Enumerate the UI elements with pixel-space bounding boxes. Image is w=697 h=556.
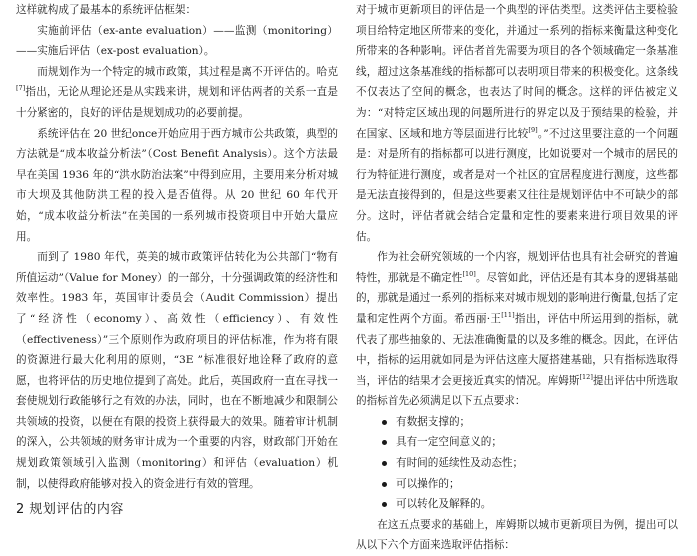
list-item: 具有一定空间意义的； (382, 432, 678, 453)
bullet-icon (382, 502, 387, 507)
criteria-list (356, 412, 678, 515)
bullet-icon (382, 440, 387, 445)
paragraph: 而规划作为一个特定的城市政策，其过程是离不开评估的。哈克[7]指出，无论从理论还是从实践来讲，规划和评估两者的关系一直是十分紧密的，良好的评估是规划成功的必要前提。 (16, 65, 338, 119)
paragraph: 实施前评估（ex-ante evaluation）——监测（monitoring）——实施后评估（ex-post evaluation）。 (16, 24, 338, 58)
left-column (16, 0, 338, 521)
citation-ref[interactable]: [12] (579, 372, 593, 381)
bullet-icon (382, 461, 387, 466)
paragraph: 对于城市更新项目的评估是一个典型的评估类型。这类评估主要检验项目给特定地区所带来的变化，并通过一系列的指标来衡量这种变化所带来的各种影响。评估者首先需要为项目的各个领域确定一条基准线，超过这条基准线的指标都可以表明项目带来的积极变化。这条线不仅表达了空间的概念，也表达了时间的概念。这样的评估被定义为：“对特定区域出现的问题所进行的界定以及于预结果的检验，并在国家、区域和地方等层面进行比较[9]。”不过这里要注意的一个问题是：对是所有的指标都可以进行测度，比如说要对一个城市的居民的行为特征进行测度，或者是对一个社区的宜居程度进行测度，这些都是无法直接得到的，但是这些要素又往往是规划评估中不可缺少的部分。这时，评估者就会结合定量和定性的要素来进行项目效果的评估。 (356, 4, 678, 243)
citation-ref[interactable]: [10] (462, 269, 476, 278)
bullet-icon (382, 420, 387, 425)
bullet-icon (382, 482, 387, 487)
list-item: 可以转化及解释的。 (382, 494, 678, 515)
list-item: 有数据支撑的； (382, 412, 678, 433)
paragraph: 而到了 1980 年代，英美的城市政策评估转化为公共部门“物有所值运动”（Value for Money）的一部分，十分强调政策的经济性和效率性。1983 年，英国审计委员会（Audit Commission）提出了“经济性（economy）、高效性（efficiency）、有效性（effectiveness）”三个原则作为政府项目的评估标准，作为将有限的资源进行最大化利用的原则，“3E ”标准很好地诠释了政府的意愿，也将评估的历史地位提到了高处。此后，英国政府一直在寻找一套使规划行政能够行之有效的办法，同时，也在不断地减少和限制公共领域的投资，以便在有限的投资上获得最大的效果。随着审计机制的深入，公共领域的财务审计成为一个重要的内容，财政部门开始在规划政策领域引入监测（monitoring）和评估（evaluation）机制，以使得政府能够对投入的资金进行有效的管理。 (16, 251, 338, 490)
list-item: 有时间的延续性及动态性； (382, 453, 678, 474)
right-column (356, 0, 678, 556)
list-item: 可以操作的； (382, 474, 678, 495)
paragraph: 系统评估在 20 世纪once开始应用于西方城市公共政策，典型的方法就是“成本收益分析法”（Cost Benefit Analysis）。这个方法最早在美国 1936 年的“洪水防治法案”中得到应用，主要用来分析对城市大坝及其他防洪工程的投入是否值得。从 20 世纪 60 年代开始，“成本收益分析法”在美国的一系列城市投资项目中开始大量应用。 (16, 127, 338, 243)
section-heading: 2 规划评估的内容 (16, 502, 124, 518)
citation-ref[interactable]: [11] (501, 310, 515, 319)
paragraph: 这样就构成了最基本的系统评估框架： (16, 4, 197, 16)
citation-ref[interactable]: [7] (16, 84, 26, 93)
paragraph: 在这五点要求的基础上，库姆斯以城市更新项目为例，提出可以从以下六个方面来选取评估指标： (356, 518, 678, 552)
paragraph: 作为社会研究领域的一个内容，规划评估也具有社会研究的普遍特性，那就是不确定性[10]。尽管如此，评估还是有其本身的逻辑基础的，那就是通过一系列的指标来对城市规划的影响进行衡量,包括了定量和定性两个方面。希西丽·王[11]指出，评估中所运用到的指标，就代表了那些抽象的、无法准确衡量的以及多维的概念。因此，在评估中，指标的运用就如同是为评估这座大厦搭建基础，只有指标选取得当，评估的结果才会更接近真实的情况。库姆斯[12]提出评估中所选取的指标首先必须满足以下五点要求： (356, 251, 679, 408)
citation-ref[interactable]: [9] (528, 125, 538, 134)
